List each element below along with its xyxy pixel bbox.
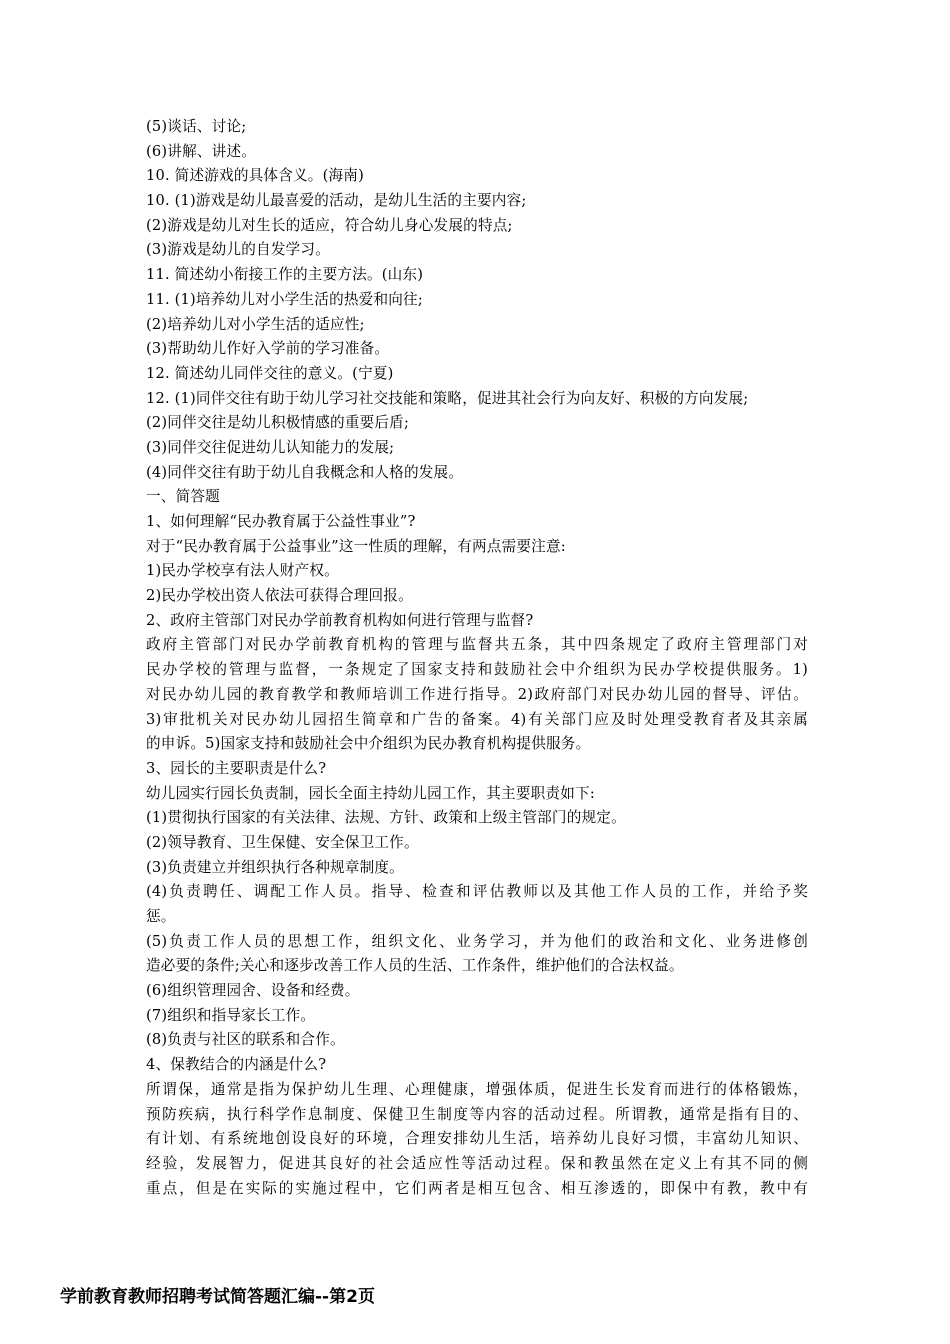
text-line: (5)谈话、讨论;	[146, 118, 247, 135]
text-line: 1、如何理解“民办教育属于公益性事业”?	[146, 513, 416, 530]
text-line: (3)帮助幼儿作好入学前的学习准备。	[146, 340, 390, 358]
page-footer: 学前教育教师招聘考试简答题汇编--第2页	[60, 1287, 375, 1307]
text-line: 民办学校的管理与监督，一条规定了国家支持和鼓励社会中介组织为民办学校提供服务。1)	[146, 661, 808, 679]
text-line: (2)同伴交往是幼儿积极情感的重要后盾;	[146, 414, 410, 432]
text-line: (6)组织管理园舍、设备和经费。	[146, 982, 360, 1000]
text-line: (8)负责与社区的联系和合作。	[146, 1031, 345, 1049]
text-line: 造必要的条件;关心和逐步改善工作人员的生活、工作条件，维护他们的合法权益。	[146, 957, 684, 975]
text-line: 惩。	[146, 908, 176, 925]
text-line: (7)组织和指导家长工作。	[146, 1006, 316, 1024]
text-line: 3、园长的主要职责是什么?	[146, 759, 327, 777]
text-line: 政府主管部门对民办学前教育机构的管理与监督共五条，其中四条规定了政府主管理部门对	[146, 636, 808, 654]
text-line: 10. 简述游戏的具体含义。(海南)	[146, 167, 364, 185]
text-line: (3)同伴交往促进幼儿认知能力的发展;	[146, 438, 395, 456]
text-line: 2、政府主管部门对民办学前教育机构如何进行管理与监督?	[146, 611, 534, 629]
text-line: 2)民办学校出资人依法可获得合理回报。	[146, 587, 413, 605]
text-line: 4、保教结合的内涵是什么?	[146, 1056, 327, 1074]
text-line: (2)领导教育、卫生保健、安全保卫工作。	[146, 833, 419, 851]
document-body	[146, 115, 808, 1201]
text-line: 10. (1)游戏是幼儿最喜爱的活动，是幼儿生活的主要内容;	[146, 192, 527, 210]
text-line: 12. (1)同伴交往有助于幼儿学习社交技能和策略，促进其社会行为向友好、积极的方向发展;	[146, 389, 749, 407]
text-line: (4)负责聘任、调配工作人员。指导、检查和评估教师以及其他工作人员的工作，并给予奖	[146, 883, 808, 901]
text-line: 对于“民办教育属于公益事业”这一性质的理解，有两点需要注意:	[146, 537, 566, 555]
text-line: 有计划、有系统地创设良好的环境，合理安排幼儿生活，培养幼儿良好习惯，丰富幼儿知识、	[146, 1130, 808, 1148]
text-line: 3)审批机关对民办幼儿园招生简章和广告的备案。4)有关部门应及时处理受教育者及其亲属	[146, 710, 808, 728]
text-line: (5)负责工作人员的思想工作，组织文化、业务学习，并为他们的政治和文化、业务进修创	[146, 932, 808, 950]
text-line: 的申诉。5)国家支持和鼓励社会中介组织为民办教育机构提供服务。	[146, 735, 591, 753]
text-line: 所谓保，通常是指为保护幼儿生理、心理健康，增强体质，促进生长发育而进行的体格锻炼，	[146, 1080, 808, 1098]
text-line: (2)培养幼儿对小学生活的适应性;	[146, 315, 365, 333]
text-line: (3)游戏是幼儿的自发学习。	[146, 241, 331, 259]
text-line: (4)同伴交往有助于幼儿自我概念和人格的发展。	[146, 463, 464, 481]
text-line: 预防疾病，执行科学作息制度、保健卫生制度等内容的活动过程。所谓教，通常是指有目的、	[146, 1105, 808, 1123]
text-line: 12. 简述幼儿同伴交往的意义。(宁夏)	[146, 364, 394, 382]
text-line: (3)负责建立并组织执行各种规章制度。	[146, 858, 404, 876]
text-line: 11. 简述幼小衔接工作的主要方法。(山东)	[146, 266, 424, 284]
text-line: (6)讲解、讲述。	[146, 142, 257, 160]
text-line: (2)游戏是幼儿对生长的适应，符合幼儿身心发展的特点;	[146, 216, 513, 234]
text-line: 一、简答题	[146, 488, 220, 506]
text-line: 对民办幼儿园的教育教学和教师培训工作进行指导。2)政府部门对民办幼儿园的督导、评估。	[146, 685, 808, 703]
text-line: 重点，但是在实际的实施过程中，它们两者是相互包含、相互渗透的，即保中有教，教中有	[146, 1179, 808, 1197]
text-line: (1)贯彻执行国家的有关法律、法规、方针、政策和上级主管部门的规定。	[146, 809, 626, 827]
text-line: 11. (1)培养幼儿对小学生活的热爱和向往;	[146, 290, 423, 308]
text-line: 1)民办学校享有法人财产权。	[146, 562, 339, 580]
text-line: 幼儿园实行园长负责制，园长全面主持幼儿园工作，其主要职责如下:	[146, 784, 595, 802]
text-line: 经验，发展智力，促进其良好的社会适应性等活动过程。保和教虽然在定义上有其不同的侧	[146, 1154, 808, 1172]
